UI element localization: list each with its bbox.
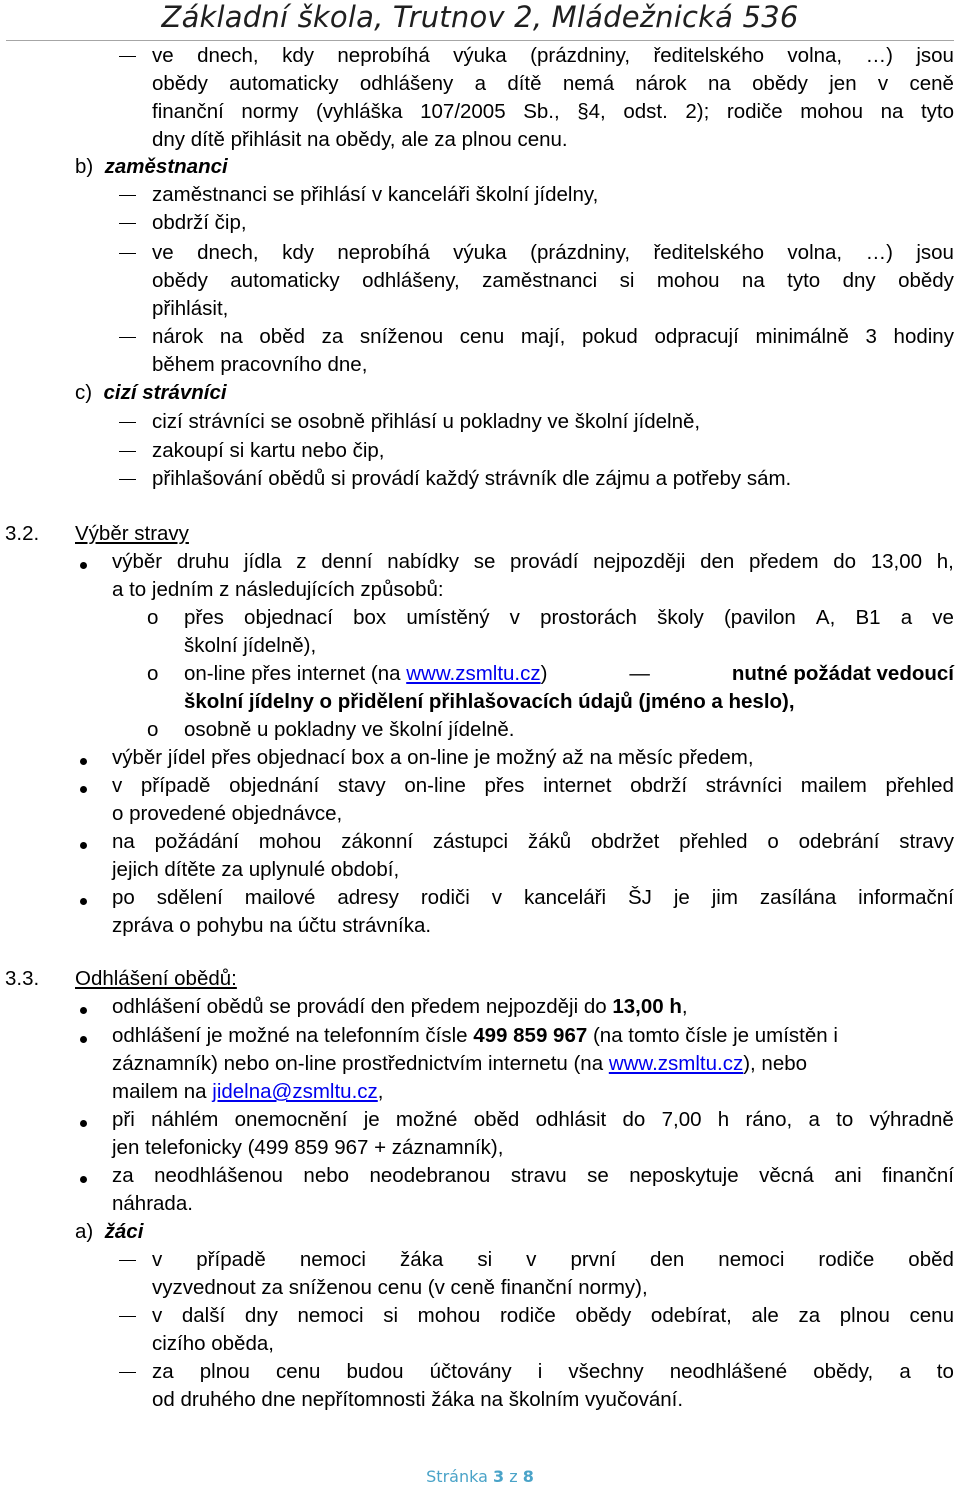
list-item: v případě objednání stavy on-line přes internet obdrží strávníci mailem přehled [112,774,954,797]
page-header [0,0,960,44]
list-item: cizí strávníci se osobně přihlásí u pokladny ve školní jídelně, [152,410,701,433]
item-letter: c) [75,381,93,404]
list-item: výběr jídel přes objednací box a on-line je možný až na měsíc předem, [112,746,754,769]
item-letter: b) [75,155,94,178]
bullet-dot [80,786,87,793]
text-line: obědy automaticky odhlášeny a dítě nemá nárok na obědy jen v ceně [152,72,954,95]
list-item: přihlašování obědů si provádí každý strávník dle zájmu a potřeby sám. [152,467,792,490]
dash-bullet [119,195,136,196]
bullet-dot [80,1036,87,1043]
section-title: Odhlášení obědů: [75,967,237,990]
subsection-title: zaměstnanci [104,155,228,178]
sub-bullet-marker: o [147,718,159,741]
text-line: přihlásit, [152,297,229,320]
website-link[interactable]: www.zsmltu.cz [608,1052,744,1075]
text-line: mailem na jidelna@zsmltu.cz, [112,1080,384,1103]
list-item: obdrží čip, [152,211,247,234]
subsection-c [75,380,227,406]
dash-bullet [119,223,136,224]
dash-bullet [119,56,136,57]
sub-list-item: osobně u pokladny ve školní jídelně. [184,718,515,741]
footer-page: 3 [492,1467,505,1486]
section-number: 3.2. [5,522,40,545]
list-item: za plnou cenu budou účtovány i všechny neodhlášené obědy, a to [152,1360,954,1383]
dash-bullet [119,1260,136,1261]
header-title: Základní škola, Trutnov 2, Mládežnická 536 [161,0,799,34]
list-item: ve dnech, kdy neprobíhá výuka (prázdniny, ředitelského volna, …) jsou [152,241,954,264]
text-line: náhrada. [112,1192,193,1215]
subsection-a [75,1219,143,1245]
list-item: výběr druhu jídla z denní nabídky se provádí nejpozději den předem do 13,00 h, [112,550,954,573]
list-item: na požádání mohou zákonní zástupci žáků obdržet přehled o odebrání stravy [112,830,954,853]
text-line: záznamník) nebo on-line prostřednictvím internetu (na www.zsmltu.cz), nebo [112,1052,808,1075]
section-title: Výběr stravy [75,522,189,545]
sub-list-item: přes objednací box umístěný v prostorách školy (pavilon A, B1 a ve [184,606,954,629]
sub-bullet-marker: o [147,662,159,685]
text-line: ve dnech, kdy neprobíhá výuka (prázdniny, ředitelského volna, …) jsou [152,44,954,67]
subsection-b [75,154,228,180]
bullet-dot [80,898,87,905]
dash-bullet [119,479,136,480]
dash-bullet [119,1316,136,1317]
text-line: cizího oběda, [152,1332,274,1355]
bullet-dot [80,562,87,569]
bullet-dot [80,1120,87,1127]
footer-of: z [509,1467,518,1486]
text-line: jen telefonicky (499 859 967 + záznamník), [112,1136,504,1159]
bullet-dot [80,1007,87,1014]
header-rule [6,40,954,41]
footer-total: 8 [522,1467,534,1486]
text-line: finanční normy (vyhláška 107/2005 Sb., §4, odst. 2); rodiče mohou na tyto [152,100,954,123]
list-item: nárok na oběd za sníženou cenu mají, pokud odpracují minimálně 3 hodiny [152,325,954,348]
text-line: jejich dítěte za uplynulé období, [112,858,400,881]
section-number: 3.3. [5,967,40,990]
bullet-dot [80,842,87,849]
text-line: školní jídelně), [184,634,317,657]
list-item: za neodhlášenou nebo neodebranou stravu se neposkytuje věcná ani finanční [112,1164,954,1187]
subsection-title: žáci [104,1220,144,1243]
list-item: po sdělení mailové adresy rodiči v kanceláři ŠJ je jim zasílána informační [112,886,954,909]
subsection-title: cizí strávníci [103,381,227,404]
website-link[interactable]: www.zsmltu.cz [406,662,541,685]
sub-bullet-marker: o [147,606,159,629]
list-item: zaměstnanci se přihlásí v kanceláři školní jídelny, [152,183,599,206]
text-line: a to jedním z následujících způsobů: [112,578,444,601]
text-line: dny dítě přihlásit na obědy, ale za plnou cenu. [152,128,568,151]
list-item: v případě nemoci žáka si v první den nemoci rodiče oběd [152,1248,954,1271]
list-item: odhlášení je možné na telefonním čísle 499 859 967 (na tomto čísle je umístěn i [112,1024,838,1047]
footer-label: Stránka [426,1467,488,1486]
sub-list-item: on-line přes internet (na www.zsmltu.cz) — nutné požádat vedoucí [184,662,954,685]
text-line: během pracovního dne, [152,353,368,376]
phone-number: 499 859 967 [473,1024,588,1047]
text-line: zpráva o pohybu na účtu strávníka. [112,914,432,937]
text-line: školní jídelny o přidělení přihlašovacích údajů (jméno a heslo), [184,690,795,713]
email-link[interactable]: jidelna@zsmltu.cz [212,1080,378,1103]
page-footer [0,1466,960,1488]
dash-bullet [119,422,136,423]
text-line: o provedené objednávce, [112,802,343,825]
text-line: vyzvednout za sníženou cenu (v ceně finanční normy), [152,1276,648,1299]
dash-bullet [119,451,136,452]
list-item: v další dny nemoci si mohou rodiče obědy odebírat, ale za plnou cenu [152,1304,954,1327]
item-letter: a) [75,1220,94,1243]
dash-bullet [119,1372,136,1373]
list-item: při náhlém onemocnění je možné oběd odhlásit do 7,00 h ráno, a to výhradně [112,1108,954,1131]
dash-bullet [119,337,136,338]
text-line: od druhého dne nepřítomnosti žáka na školním vyučování. [152,1388,684,1411]
bullet-dot [80,758,87,765]
text-line: obědy automaticky odhlášeny, zaměstnanci si mohou na tyto dny obědy [152,269,954,292]
bullet-dot [80,1176,87,1183]
list-item: odhlášení obědů se provádí den předem nejpozději do 13,00 h, [112,995,688,1018]
dash-bullet [119,253,136,254]
list-item: zakoupí si kartu nebo čip, [152,439,385,462]
